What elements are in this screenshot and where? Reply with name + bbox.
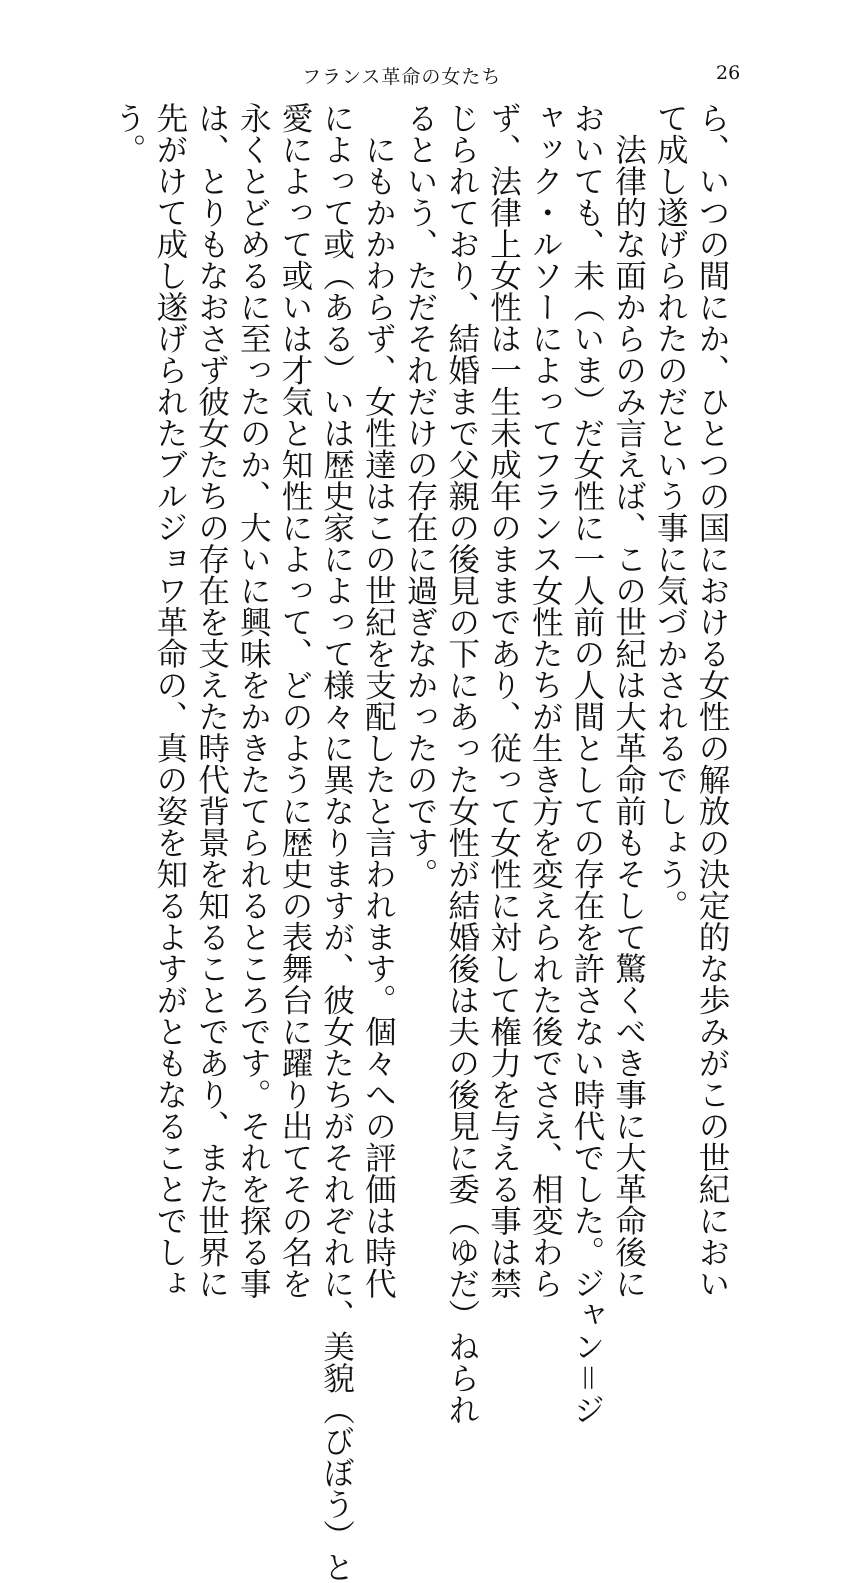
text-line: て成し遂げられたのだという事に気づかされるでしょう。	[652, 102, 689, 921]
text-line: 永くとどめるに至ったのか、大いに興味をかきたてられるところです。それを探る事	[235, 102, 272, 1299]
text-line: じられており、結婚まで父親の後見の下にあった女性が結婚後は夫の後見に委（ゆだ）ねられ	[443, 102, 480, 1425]
text-line: ら、いつの間にか、ひとつの国における女性の解放の決定的な歩みがこの世紀におい	[694, 102, 730, 1299]
page-number: 26	[716, 62, 741, 84]
text-line: ず、法律上女性は一生未成年のままであり、従って女性に対して権力を与える事は禁	[485, 102, 522, 1299]
text-line: にもかかわらず、女性達はこの世紀を支配したと言われます。個々への評価は時代	[360, 102, 397, 1299]
text-line: おいても、未（いま）だ女性に一人前の人間としての存在を許さない時代でした。ジャン＝ジ	[568, 102, 605, 1426]
text-line: う。	[110, 102, 147, 165]
vertical-body-text	[106, 102, 732, 1583]
text-line: るという、ただそれだけの存在に過ぎなかったのです。	[402, 102, 439, 890]
text-line: は、とりもなおさず彼女たちの存在を支えた時代背景を知ることであり、また世界に	[193, 102, 230, 1299]
text-line: 法律的な面からのみ言えば、この世紀は大革命前もそして驚くべき事に大革命後に	[610, 102, 647, 1299]
text-line: 先がけて成し遂げられたブルジョワ革命の、真の姿を知るよすがともなることでしょ	[151, 102, 188, 1299]
text-line: ャック・ルソーによってフランス女性たちが生き方を変えられた後でさえ、相変わら	[527, 102, 564, 1299]
text-line: 愛によって或いは才気と知性によって、どのように歴史の表舞台に躍り出てその名を	[276, 102, 313, 1299]
running-header-title: フランス革命の女たち	[302, 66, 502, 88]
text-line: によって或（ある）いは歴史家によって様々に異なりますが、彼女たちがそれぞれに、美貌（びぼう）と	[318, 102, 355, 1583]
